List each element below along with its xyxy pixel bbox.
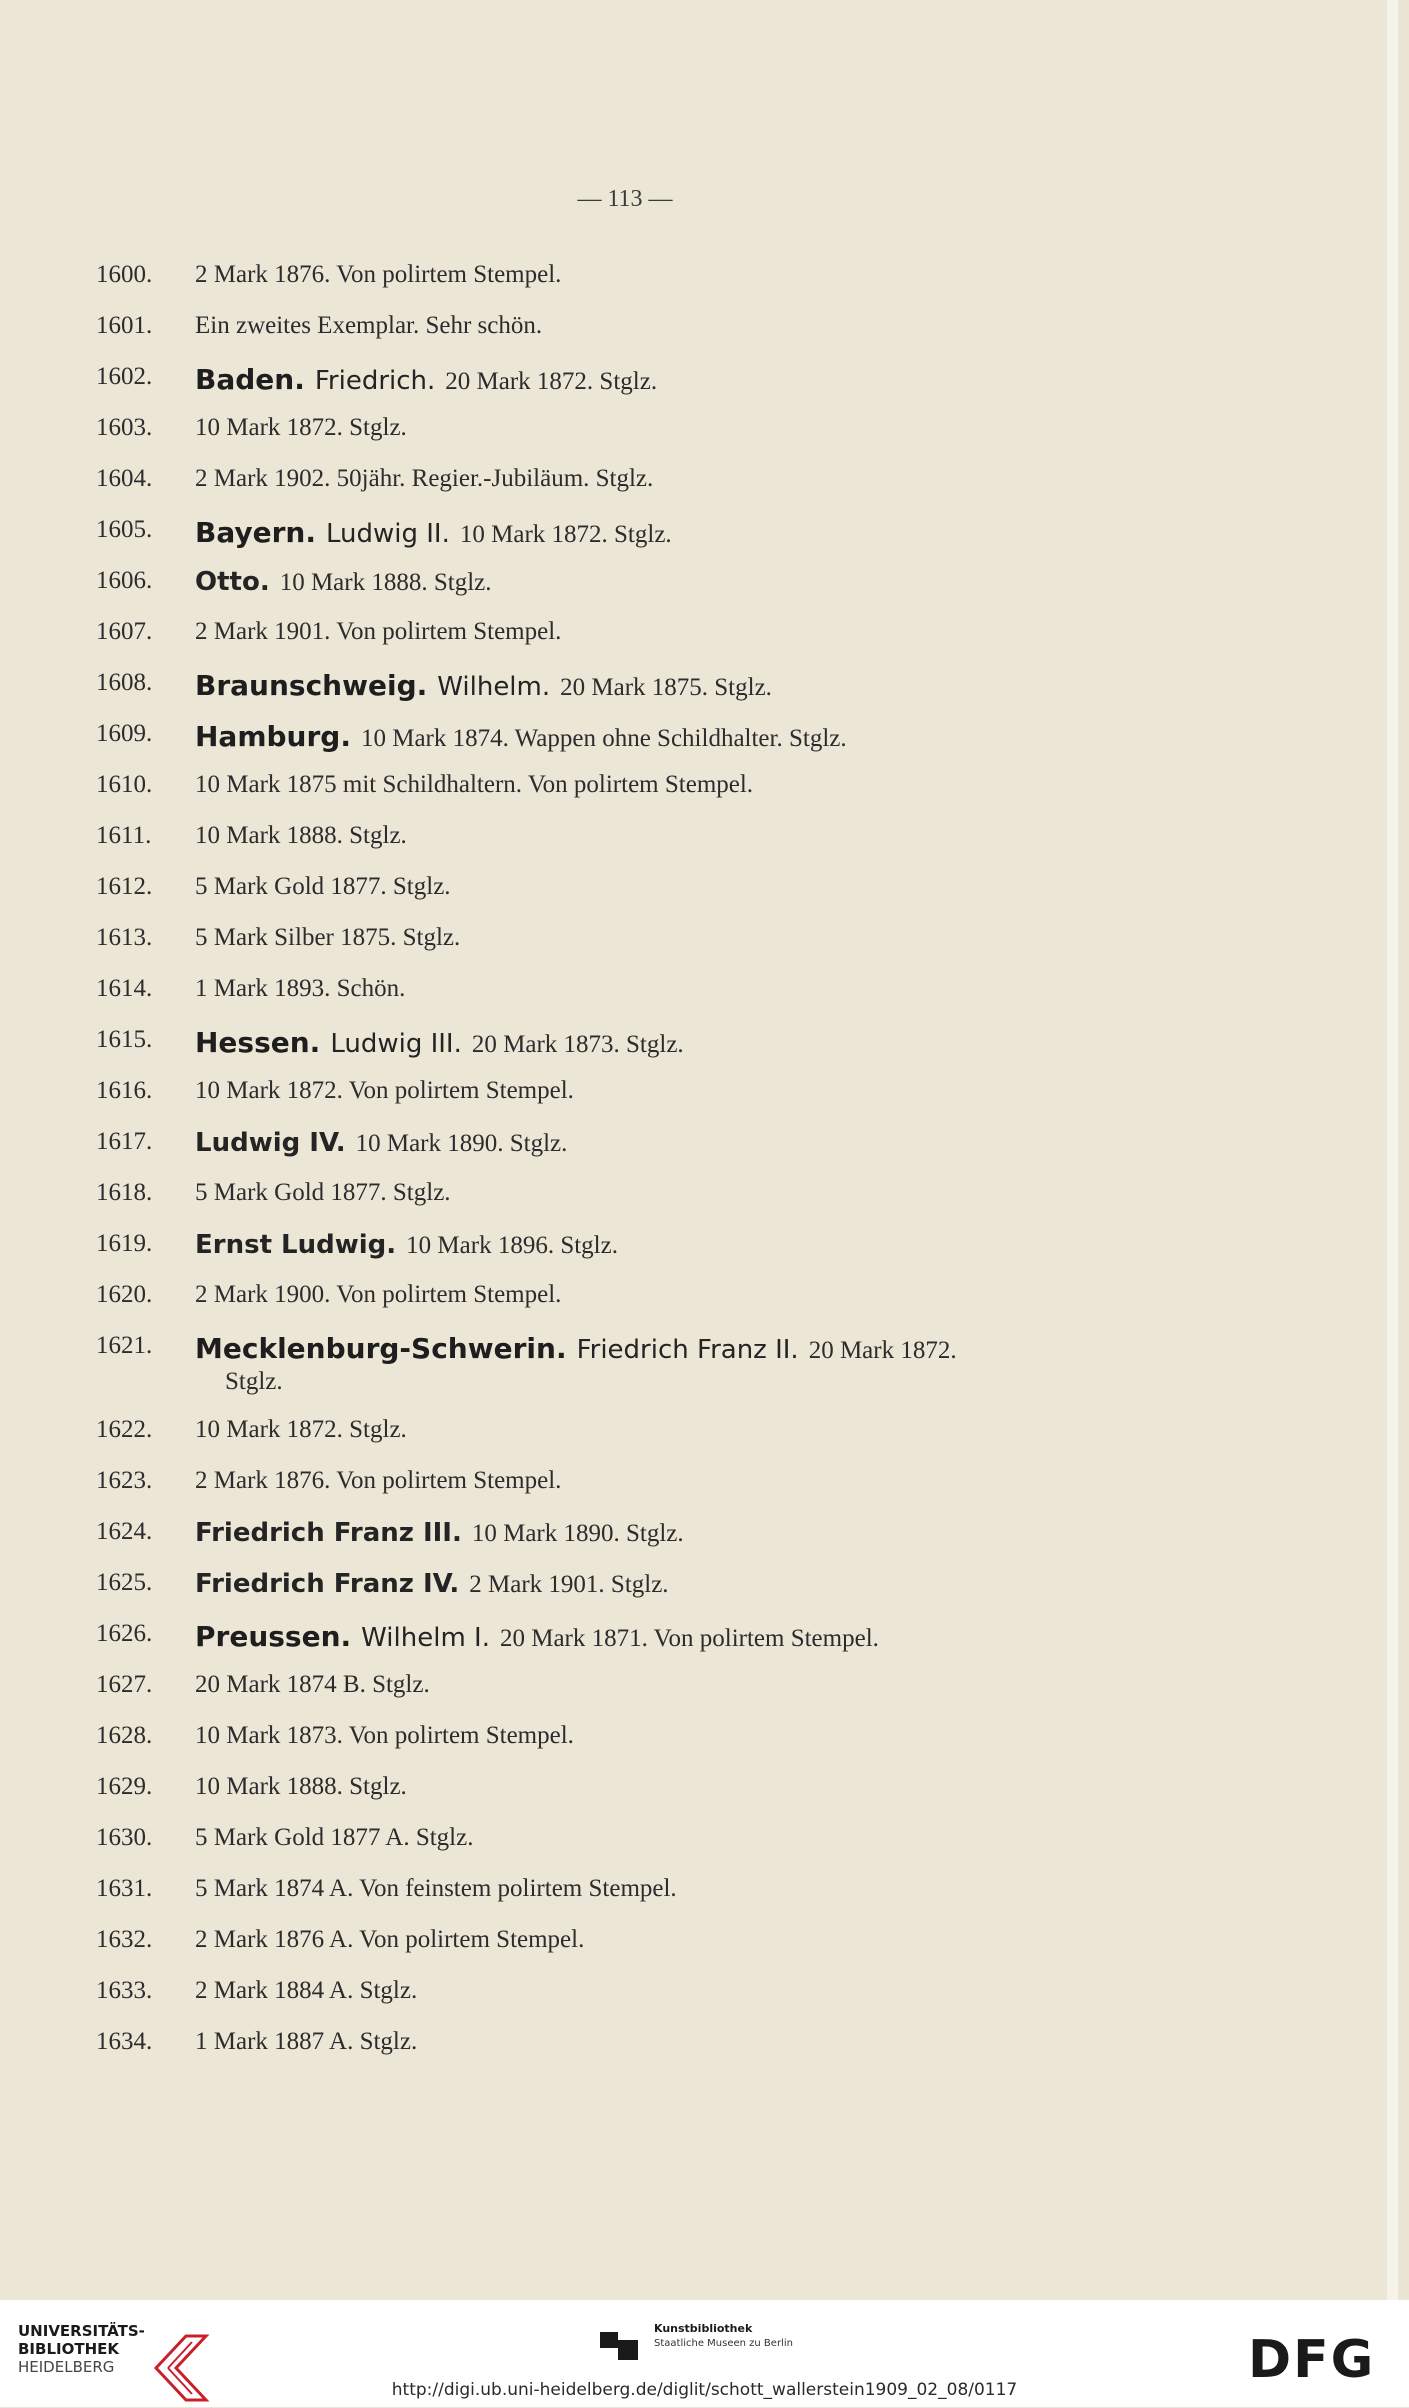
catalogue-entry xyxy=(0,869,1300,920)
entry-description: 10 Mark 1872. Stglz. xyxy=(195,414,407,441)
catalogue-entry xyxy=(0,1124,1300,1175)
catalogue-entry xyxy=(0,2024,1300,2075)
entry-number: 1605. xyxy=(96,516,153,543)
entry-number: 1621. xyxy=(96,1332,153,1359)
catalogue-entry xyxy=(0,1175,1300,1226)
catalogue-entry xyxy=(0,1073,1300,1124)
entry-number: 1614. xyxy=(96,975,153,1002)
entry-number: 1611. xyxy=(96,822,152,849)
entry-number: 1617. xyxy=(96,1128,153,1155)
entry-state-heading: Braunschweig. xyxy=(195,669,428,702)
entry-number: 1630. xyxy=(96,1824,153,1851)
catalogue-entry xyxy=(0,1820,1300,1871)
entry-description: 2 Mark 1884 A. Stglz. xyxy=(195,1977,418,2004)
entry-ruler-name: Friedrich. xyxy=(314,366,436,396)
entry-number: 1633. xyxy=(96,1977,153,2004)
entry-text xyxy=(195,1467,1195,1495)
entry-number: 1622. xyxy=(96,1416,153,1443)
catalogue-entry xyxy=(0,1565,1300,1616)
entry-number: 1606. xyxy=(96,567,153,594)
entry-description: 20 Mark 1872. Stglz. xyxy=(445,368,658,395)
entry-number: 1612. xyxy=(96,873,153,900)
catalogue-entry xyxy=(0,665,1300,716)
entry-description: 1 Mark 1893. Schön. xyxy=(195,975,406,1002)
entry-description: 10 Mark 1872. Stglz. xyxy=(459,521,672,548)
kunstbibliothek-icon xyxy=(598,2326,640,2362)
entry-ruler-name: Wilhelm. xyxy=(437,672,551,702)
entry-number: 1613. xyxy=(96,924,153,951)
entry-text xyxy=(195,618,1195,646)
catalogue-entry xyxy=(0,1022,1300,1073)
entry-description: 10 Mark 1890. Stglz. xyxy=(471,1520,684,1547)
catalogue-entry xyxy=(0,563,1300,614)
entry-text xyxy=(195,1026,1195,1059)
entry-description: 2 Mark 1901. Von polirtem Stempel. xyxy=(195,618,562,645)
entry-ruler-name: Ludwig IV. xyxy=(195,1128,346,1158)
entry-description: Ein zweites Exemplar. Sehr schön. xyxy=(195,312,543,339)
kb-title: Kunstbibliothek xyxy=(654,2322,753,2335)
entry-number: 1603. xyxy=(96,414,153,441)
entry-description: 10 Mark 1875 mit Schildhaltern. Von polirtem Stempel. xyxy=(195,771,754,798)
entry-number: 1628. xyxy=(96,1722,153,1749)
entry-number: 1624. xyxy=(96,1518,153,1545)
entry-number: 1615. xyxy=(96,1026,153,1053)
entry-text xyxy=(195,924,1195,952)
entry-text xyxy=(195,1620,1195,1653)
entry-description: 20 Mark 1872. xyxy=(808,1337,957,1364)
catalogue-entry xyxy=(0,1769,1300,1820)
entry-text xyxy=(195,261,1195,289)
entry-number: 1619. xyxy=(96,1230,153,1257)
catalogue-entry xyxy=(0,410,1300,461)
entry-text xyxy=(195,1332,1195,1365)
catalogue-entry xyxy=(0,1922,1300,1973)
entry-description: 5 Mark Gold 1877. Stglz. xyxy=(195,1179,451,1206)
entry-text xyxy=(195,414,1195,442)
entry-text xyxy=(195,1977,1195,2005)
entry-text xyxy=(195,822,1195,850)
kb-subtitle: Staatliche Museen zu Berlin xyxy=(654,2338,793,2349)
entry-number: 1626. xyxy=(96,1620,153,1647)
entry-description: 10 Mark 1896. Stglz. xyxy=(406,1232,618,1259)
entry-description: 5 Mark 1874 A. Von feinstem polirtem Stempel. xyxy=(195,1875,677,1902)
entry-description: 2 Mark 1876. Von polirtem Stempel. xyxy=(195,261,562,288)
entry-text xyxy=(195,1569,1195,1599)
ub-logo-line-3: HEIDELBERG xyxy=(18,2358,115,2376)
entry-text xyxy=(195,669,1195,702)
entry-number: 1620. xyxy=(96,1281,153,1308)
entry-text xyxy=(195,771,1195,799)
entry-text xyxy=(195,465,1195,493)
entry-description: 20 Mark 1875. Stglz. xyxy=(560,674,772,701)
catalogue-entry xyxy=(0,1871,1300,1922)
entry-text xyxy=(195,1077,1195,1105)
entry-number: 1610. xyxy=(96,771,153,798)
entry-text xyxy=(195,720,1195,753)
entry-number: 1625. xyxy=(96,1569,153,1596)
catalogue-entry xyxy=(0,1463,1300,1514)
entry-number: 1601. xyxy=(96,312,153,339)
catalogue-entry xyxy=(0,1616,1300,1667)
entry-description: 10 Mark 1872. Stglz. xyxy=(195,1416,407,1443)
entry-text xyxy=(195,567,1195,597)
entry-ruler-name: Friedrich Franz IV. xyxy=(195,1569,460,1599)
footer-bar xyxy=(0,2300,1409,2407)
entry-text xyxy=(195,1824,1195,1852)
catalogue-entry xyxy=(0,1328,1300,1412)
entry-description: 10 Mark 1873. Von polirtem Stempel. xyxy=(195,1722,574,1749)
entry-description: 20 Mark 1871. Von polirtem Stempel. xyxy=(499,1625,879,1652)
entry-description: 10 Mark 1888. Stglz. xyxy=(195,1773,407,1800)
entry-description: 20 Mark 1874 B. Stglz. xyxy=(195,1671,430,1698)
entry-text xyxy=(195,1128,1195,1158)
entry-number: 1618. xyxy=(96,1179,153,1206)
permalink-url[interactable]: http://digi.ub.uni-heidelberg.de/diglit/schott_wallerstein1909_02_08/0117 xyxy=(391,2380,1018,2400)
entry-text xyxy=(195,363,1195,396)
catalogue-entry xyxy=(0,1226,1300,1277)
entry-description: 2 Mark 1876. Von polirtem Stempel. xyxy=(195,1467,562,1494)
entry-description: 20 Mark 1873. Stglz. xyxy=(471,1031,684,1058)
entry-ruler-name: Ludwig III. xyxy=(330,1029,462,1059)
entry-text xyxy=(195,1230,1195,1260)
catalogue-entry xyxy=(0,1718,1300,1769)
catalogue-entry xyxy=(0,818,1300,869)
entry-description: 5 Mark Gold 1877 A. Stglz. xyxy=(195,1824,474,1851)
catalogue-entry xyxy=(0,971,1300,1022)
entry-ruler-name: Friedrich Franz II. xyxy=(576,1335,799,1365)
catalogue-entry xyxy=(0,920,1300,971)
catalogue-entry xyxy=(0,1277,1300,1328)
catalogue-entry xyxy=(0,512,1300,563)
entry-description: 1 Mark 1887 A. Stglz. xyxy=(195,2028,418,2055)
entry-text xyxy=(195,1773,1195,1801)
entry-text xyxy=(195,2028,1195,2056)
entry-number: 1627. xyxy=(96,1671,153,1698)
catalogue-entry xyxy=(0,461,1300,512)
entry-continuation: Stglz. xyxy=(225,1368,283,1395)
entry-description: 10 Mark 1890. Stglz. xyxy=(355,1130,568,1157)
entry-text xyxy=(195,516,1195,549)
catalogue-entry xyxy=(0,308,1300,359)
catalogue-entry xyxy=(0,1514,1300,1565)
catalogue-entry xyxy=(0,359,1300,410)
entry-description: 5 Mark Gold 1877. Stglz. xyxy=(195,873,451,900)
page-number: — 113 — xyxy=(577,186,673,212)
entry-text xyxy=(195,873,1195,901)
entry-text xyxy=(195,1875,1195,1903)
entry-number: 1602. xyxy=(96,363,153,390)
entry-ruler-name: Ernst Ludwig. xyxy=(195,1230,397,1260)
entry-number: 1616. xyxy=(96,1077,153,1104)
catalogue-entries xyxy=(0,257,1300,2075)
entry-description: 10 Mark 1874. Wappen ohne Schildhalter. Stglz. xyxy=(360,725,847,752)
entry-number: 1607. xyxy=(96,618,153,645)
entry-number: 1600. xyxy=(96,261,153,288)
catalogue-entry xyxy=(0,614,1300,665)
catalogue-entry xyxy=(0,1667,1300,1718)
catalogue-entry xyxy=(0,1973,1300,2024)
page-edge xyxy=(1387,0,1398,2300)
entry-description: 10 Mark 1872. Von polirtem Stempel. xyxy=(195,1077,574,1104)
entry-number: 1631. xyxy=(96,1875,153,1902)
entry-number: 1604. xyxy=(96,465,153,492)
entry-description: 2 Mark 1901. Stglz. xyxy=(469,1571,669,1598)
catalogue-entry xyxy=(0,767,1300,818)
entry-text xyxy=(195,312,1195,340)
entry-number: 1629. xyxy=(96,1773,153,1800)
entry-text xyxy=(195,1416,1195,1444)
entry-state-heading: Bayern. xyxy=(195,516,316,549)
entry-number: 1609. xyxy=(96,720,153,747)
entry-text xyxy=(195,1722,1195,1750)
entry-ruler-name: Otto. xyxy=(195,567,270,597)
entry-ruler-name: Wilhelm I. xyxy=(361,1623,490,1653)
entry-text xyxy=(195,1671,1195,1699)
entry-text xyxy=(195,1179,1195,1207)
entry-state-heading: Hessen. xyxy=(195,1026,321,1059)
entry-number: 1634. xyxy=(96,2028,153,2055)
entry-description: 2 Mark 1900. Von polirtem Stempel. xyxy=(195,1281,562,1308)
entry-state-heading: Preussen. xyxy=(195,1620,352,1653)
entry-description: 2 Mark 1876 A. Von polirtem Stempel. xyxy=(195,1926,585,1953)
kunstbibliothek-logo[interactable] xyxy=(598,2318,878,2358)
dfg-logo[interactable]: DFG xyxy=(1248,2330,1376,2390)
entry-text xyxy=(195,975,1195,1003)
catalogue-entry xyxy=(0,1412,1300,1463)
entry-description: 2 Mark 1902. 50jähr. Regier.-Jubiläum. Stglz. xyxy=(195,465,654,492)
entry-text xyxy=(195,1281,1195,1309)
entry-state-heading: Mecklenburg-Schwerin. xyxy=(195,1332,567,1365)
entry-text xyxy=(195,1518,1195,1548)
catalogue-entry xyxy=(0,257,1300,308)
entry-number: 1632. xyxy=(96,1926,153,1953)
entry-state-heading: Hamburg. xyxy=(195,720,351,753)
entry-description: 10 Mark 1888. Stglz. xyxy=(279,569,492,596)
catalogue-entry xyxy=(0,716,1300,767)
entry-ruler-name: Ludwig II. xyxy=(326,519,450,549)
ub-logo-line-1: UNIVERSITÄTS- xyxy=(18,2322,145,2340)
entry-state-heading: Baden. xyxy=(195,363,305,396)
ub-logo-line-2: BIBLIOTHEK xyxy=(18,2340,119,2358)
entry-text xyxy=(195,1926,1195,1954)
entry-number: 1608. xyxy=(96,669,153,696)
entry-description: 5 Mark Silber 1875. Stglz. xyxy=(195,924,461,951)
entry-number: 1623. xyxy=(96,1467,153,1494)
entry-ruler-name: Friedrich Franz III. xyxy=(195,1518,462,1548)
entry-description: 10 Mark 1888. Stglz. xyxy=(195,822,407,849)
